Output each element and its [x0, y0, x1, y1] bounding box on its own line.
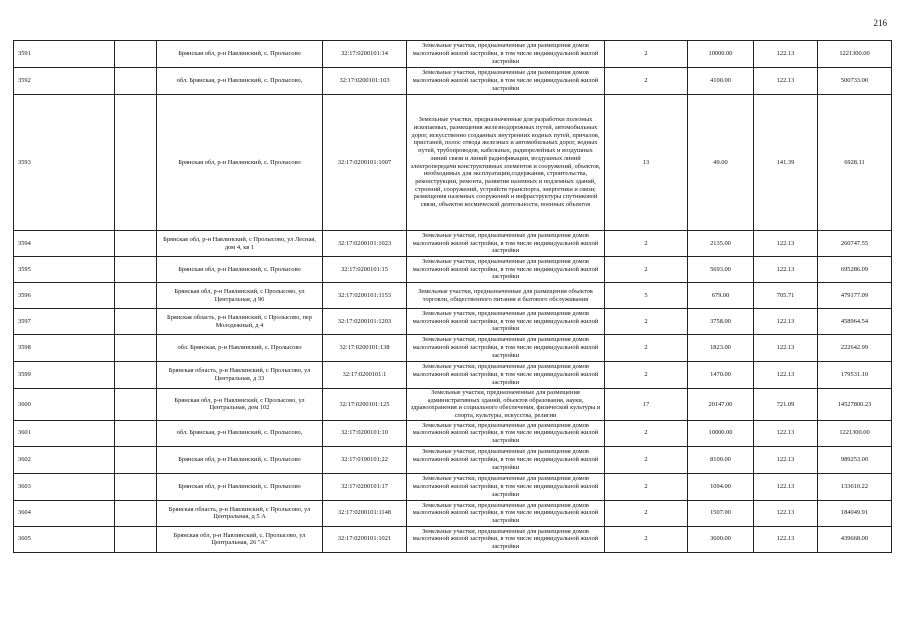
- table-body: [14, 41, 892, 553]
- row-number-cell: 3605: [14, 526, 115, 552]
- cadastral-number-cell: 32:17:0200101:1148: [323, 500, 407, 526]
- cadastral-number-cell: 32:17:0200101:14: [323, 41, 407, 68]
- area-cell: 8100.00: [688, 446, 754, 473]
- use-code-cell: 13: [605, 95, 688, 231]
- cadastral-number-cell: 32:17:0200101:15: [323, 257, 407, 283]
- table-row: [14, 68, 892, 95]
- land-use-cell: Земельные участки, предназначенные для размещения домов малоэтажной жилой застройки, в том числе индивидуальной жилой застройки: [407, 362, 605, 389]
- cadastral-value-cell: 222642.99: [818, 335, 892, 362]
- blank-cell: [115, 68, 157, 95]
- specific-value-cell: 122.13: [754, 362, 818, 389]
- area-cell: 3600.00: [688, 526, 754, 552]
- land-use-cell: Земельные участки, предназначенные для разработки полезных ископаемых, размещения железнодорожных путей, автомобильных дорог, искусственно созданных внутренних водных путей, причалов, пристаней, полос отвода железных и автомобильных дорог, водных путей, трубопроводов, кабельных, радиорелейных и воздушных линий связи и линий радиофикации, воздушных линий электропередачи конструктивных элементов и сооружений, объектов, необходимых для эксплуатации,содержания, строительства, реконструкции, ремонта, развития наземных и подземных зданий, строений, сооружений, устройств транспорта, энергетики и связи; размещения наземных сооружений и инфраструктуры спутниковой связи, объектов космической деятельности, военных объектов: [407, 95, 605, 231]
- address-cell: Брянская обл, р-н Навлинский, с. Пролысово: [157, 446, 323, 473]
- land-use-cell: Земельные участки, предназначенные для размещения домов малоэтажной жилой застройки, в том числе индивидуальной жилой застройки: [407, 500, 605, 526]
- specific-value-cell: 122.13: [754, 500, 818, 526]
- row-number-cell: 3592: [14, 68, 115, 95]
- specific-value-cell: 122.13: [754, 526, 818, 552]
- use-code-cell: 2: [605, 41, 688, 68]
- address-cell: обл. Брянская, р-н Навлинский, с. Пролысово,: [157, 420, 323, 446]
- row-number-cell: 3599: [14, 362, 115, 389]
- row-number-cell: 3597: [14, 309, 115, 335]
- cadastral-value-cell: 989253.00: [818, 446, 892, 473]
- row-number-cell: 3601: [14, 420, 115, 446]
- specific-value-cell: 122.13: [754, 446, 818, 473]
- land-use-cell: Земельные участки, предназначенные для размещения домов малоэтажной жилой застройки, в том числе индивидуальной жилой застройки: [407, 526, 605, 552]
- cadastral-value-cell: 133610.22: [818, 473, 892, 500]
- cadastral-number-cell: 32:17:0200101:10: [323, 420, 407, 446]
- cadastral-value-cell: 184049.91: [818, 500, 892, 526]
- blank-cell: [115, 335, 157, 362]
- blank-cell: [115, 231, 157, 257]
- address-cell: Брянская обл, р-н Навлинский, с. Пролысово: [157, 41, 323, 68]
- row-number-cell: 3595: [14, 257, 115, 283]
- address-cell: Брянская обл, р-н Навлинский, с Пролысово, ул Центральная, д 96: [157, 283, 323, 309]
- row-number-cell: 3596: [14, 283, 115, 309]
- area-cell: 1823.00: [688, 335, 754, 362]
- land-use-cell: Земельные участки, предназначенные для размещения домов малоэтажной жилой застройки, в том числе индивидуальной жилой застройки: [407, 309, 605, 335]
- table-row: [14, 231, 892, 257]
- land-use-cell: Земельные участки, предназначенные для размещения административных зданий, объектов образования, науки, здравоохранения и социального обеспечения, физической культуры и спорта, культуры, искусства, религии: [407, 389, 605, 421]
- area-cell: 1094.00: [688, 473, 754, 500]
- cadastral-number-cell: 32:17:0200101:1153: [323, 283, 407, 309]
- area-cell: 5693.00: [688, 257, 754, 283]
- land-use-cell: Земельные участки, предназначенные для размещения домов малоэтажной жилой застройки, в том числе индивидуальной жилой застройки: [407, 420, 605, 446]
- row-number-cell: 3603: [14, 473, 115, 500]
- land-use-cell: Земельные участки, предназначенные для размещения домов малоэтажной жилой застройки, в том числе индивидуальной жилой застройки: [407, 41, 605, 68]
- blank-cell: [115, 500, 157, 526]
- use-code-cell: 2: [605, 420, 688, 446]
- land-use-cell: Земельные участки, предназначенные для размещения домов малоэтажной жилой застройки, в том числе индивидуальной жилой застройки: [407, 257, 605, 283]
- blank-cell: [115, 309, 157, 335]
- row-number-cell: 3594: [14, 231, 115, 257]
- address-cell: Брянская обл, р-н Навлинский, с. Пролысово, ул Центральная, 26 "А": [157, 526, 323, 552]
- table-row: [14, 335, 892, 362]
- address-cell: Брянская область, р-н Навлинский, с Пролысово, ул Центральная, д 5 А: [157, 500, 323, 526]
- table-row: [14, 500, 892, 526]
- land-use-cell: Земельные участки, предназначенные для размещения домов малоэтажной жилой застройки, в том числе индивидуальной жилой застройки: [407, 68, 605, 95]
- specific-value-cell: 721.09: [754, 389, 818, 421]
- blank-cell: [115, 41, 157, 68]
- cadastral-value-cell: 439668.00: [818, 526, 892, 552]
- use-code-cell: 17: [605, 389, 688, 421]
- table-row: [14, 473, 892, 500]
- specific-value-cell: 705.71: [754, 283, 818, 309]
- blank-cell: [115, 257, 157, 283]
- cadastral-value-cell: 260747.55: [818, 231, 892, 257]
- cadastral-number-cell: 32:17:0200101:138: [323, 335, 407, 362]
- area-cell: 10000.00: [688, 41, 754, 68]
- area-cell: 2135.00: [688, 231, 754, 257]
- cadastral-value-cell: 179531.10: [818, 362, 892, 389]
- use-code-cell: 2: [605, 446, 688, 473]
- land-use-cell: Земельные участки, предназначенные для размещения домов малоэтажной жилой застройки, в том числе индивидуальной жилой застройки: [407, 446, 605, 473]
- cadastral-value-cell: 479177.09: [818, 283, 892, 309]
- area-cell: 4100.00: [688, 68, 754, 95]
- specific-value-cell: 141.39: [754, 95, 818, 231]
- land-use-cell: Земельные участки, предназначенные для размещения домов малоэтажной жилой застройки, в том числе индивидуальной жилой застройки: [407, 231, 605, 257]
- blank-cell: [115, 473, 157, 500]
- address-cell: Брянская обл, р-н Навлинский, с. Пролысово: [157, 257, 323, 283]
- use-code-cell: 2: [605, 68, 688, 95]
- use-code-cell: 2: [605, 335, 688, 362]
- cadastral-number-cell: 32:17:0200101:103: [323, 68, 407, 95]
- use-code-cell: 2: [605, 362, 688, 389]
- table-row: [14, 41, 892, 68]
- use-code-cell: 2: [605, 309, 688, 335]
- area-cell: 3758.00: [688, 309, 754, 335]
- row-number-cell: 3600: [14, 389, 115, 421]
- cadastral-value-cell: 695286.09: [818, 257, 892, 283]
- address-cell: Брянская обл, р-н Навлинский, с Пролысово, ул Центральная, дом 102: [157, 389, 323, 421]
- row-number-cell: 3604: [14, 500, 115, 526]
- table-row: [14, 362, 892, 389]
- area-cell: 1470.00: [688, 362, 754, 389]
- cadastral-value-cell: 6928.11: [818, 95, 892, 231]
- specific-value-cell: 122.13: [754, 257, 818, 283]
- cadastral-value-cell: 1221300.00: [818, 420, 892, 446]
- land-use-cell: Земельные участки, предназначенные для размещения домов малоэтажной жилой застройки, в том числе индивидуальной жилой застройки: [407, 473, 605, 500]
- row-number-cell: 3602: [14, 446, 115, 473]
- cadastral-number-cell: 32:17:0200101:1021: [323, 526, 407, 552]
- blank-cell: [115, 420, 157, 446]
- use-code-cell: 5: [605, 283, 688, 309]
- specific-value-cell: 122.13: [754, 309, 818, 335]
- area-cell: 1507.00: [688, 500, 754, 526]
- address-cell: Брянская область, р-н Навлинский, с Пролысово, ул Центральная, д 33: [157, 362, 323, 389]
- row-number-cell: 3591: [14, 41, 115, 68]
- table-row: [14, 283, 892, 309]
- blank-cell: [115, 95, 157, 231]
- area-cell: 20147.00: [688, 389, 754, 421]
- table-row: [14, 257, 892, 283]
- table-row: [14, 446, 892, 473]
- cadastral-number-cell: 32:17:0190101:22: [323, 446, 407, 473]
- cadastral-number-cell: 32:17:0200101:1: [323, 362, 407, 389]
- address-cell: Брянская обл, р-н Навлинский, с Пролысово, ул Лесная, дом 4, кв 1: [157, 231, 323, 257]
- cadastral-number-cell: 32:17:0200101:1007: [323, 95, 407, 231]
- land-use-cell: Земельные участки, предназначенные для размещения объектов торговли, общественного питания и бытового обслуживания: [407, 283, 605, 309]
- use-code-cell: 2: [605, 257, 688, 283]
- address-cell: Брянская обл, р-н Навлинский, с. Пролысово: [157, 473, 323, 500]
- blank-cell: [115, 362, 157, 389]
- row-number-cell: 3598: [14, 335, 115, 362]
- cadastral-number-cell: 32:17:0200101:17: [323, 473, 407, 500]
- cadastral-value-cell: 14527800.23: [818, 389, 892, 421]
- row-number-cell: 3593: [14, 95, 115, 231]
- area-cell: 679.00: [688, 283, 754, 309]
- address-cell: обл. Брянская, р-н Навлинский, с. Пролысово: [157, 335, 323, 362]
- use-code-cell: 2: [605, 526, 688, 552]
- cadastral-number-cell: 32:17:0200101:1203: [323, 309, 407, 335]
- area-cell: 49.00: [688, 95, 754, 231]
- use-code-cell: 2: [605, 500, 688, 526]
- land-use-cell: Земельные участки, предназначенные для размещения домов малоэтажной жилой застройки, в том числе индивидуальной жилой застройки: [407, 335, 605, 362]
- specific-value-cell: 122.13: [754, 68, 818, 95]
- table-row: [14, 420, 892, 446]
- blank-cell: [115, 446, 157, 473]
- specific-value-cell: 122.13: [754, 420, 818, 446]
- cadastral-value-table: [13, 40, 892, 553]
- address-cell: Брянская область, р-н Навлинский, с Пролысово, пер Молодежный, д 4: [157, 309, 323, 335]
- blank-cell: [115, 526, 157, 552]
- blank-cell: [115, 389, 157, 421]
- use-code-cell: 2: [605, 231, 688, 257]
- blank-cell: [115, 283, 157, 309]
- cadastral-value-cell: 500733.00: [818, 68, 892, 95]
- specific-value-cell: 122.13: [754, 231, 818, 257]
- address-cell: Брянская обл, р-н Навлинский, с. Пролысово: [157, 95, 323, 231]
- table-row: [14, 309, 892, 335]
- page-number: 216: [873, 18, 887, 28]
- table-row: [14, 526, 892, 552]
- cadastral-number-cell: 32:17:0200101:1023: [323, 231, 407, 257]
- cadastral-value-cell: 458964.54: [818, 309, 892, 335]
- table-row: [14, 389, 892, 421]
- use-code-cell: 2: [605, 473, 688, 500]
- address-cell: обл. Брянская, р-н Навлинский, с. Пролысово,: [157, 68, 323, 95]
- table-row: [14, 95, 892, 231]
- specific-value-cell: 122.13: [754, 473, 818, 500]
- area-cell: 10000.00: [688, 420, 754, 446]
- cadastral-number-cell: 32:17:0200101:125: [323, 389, 407, 421]
- cadastral-value-cell: 1221300.00: [818, 41, 892, 68]
- specific-value-cell: 122.13: [754, 335, 818, 362]
- specific-value-cell: 122.13: [754, 41, 818, 68]
